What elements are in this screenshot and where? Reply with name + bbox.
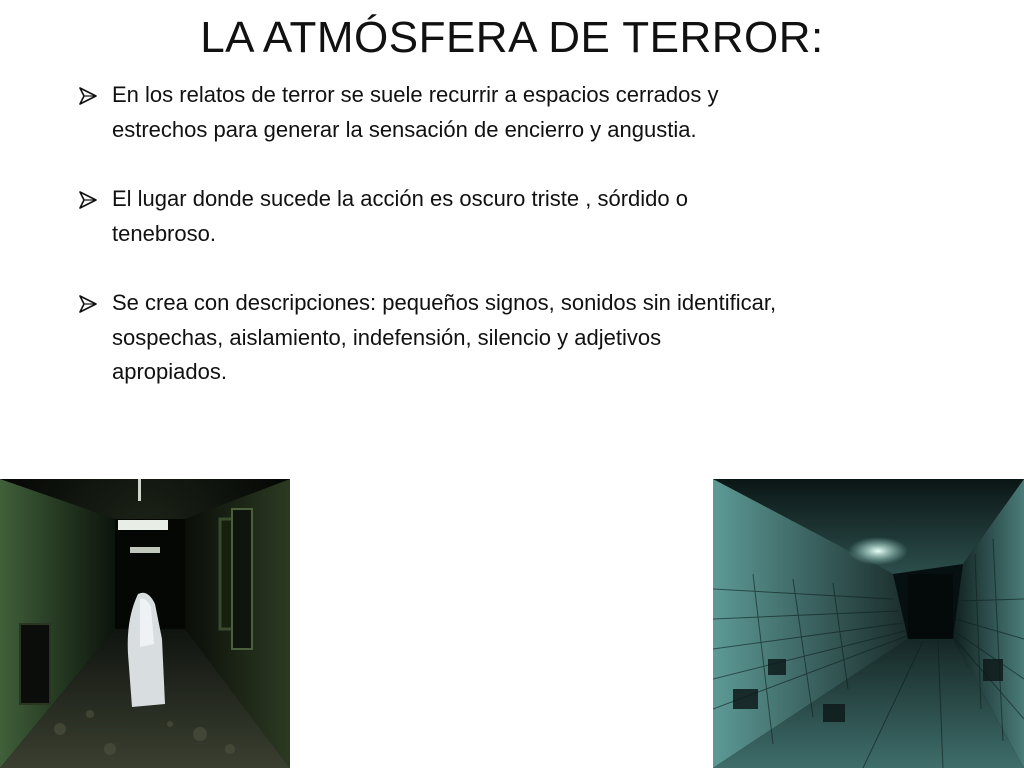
dark-hallway-ghost-image	[0, 479, 290, 768]
arrow-bullet-icon	[78, 87, 98, 105]
bullet-item	[78, 182, 778, 251]
slide-title: LA ATMÓSFERA DE TERROR:	[200, 13, 824, 62]
tiled-tunnel-image	[713, 479, 1024, 768]
bullet-text: Se crea con descripciones: pequeños signos, sonidos sin identificar, sospechas, aislamiento, indefensión, silencio y adjetivos apropiados.	[112, 290, 777, 384]
arrow-bullet-icon	[78, 191, 98, 209]
bullet-item	[78, 286, 778, 390]
bullet-text: En los relatos de terror se suele recurrir a espacios cerrados y estrechos para generar la sensación de encierro y angustia.	[112, 82, 719, 142]
arrow-bullet-icon	[78, 295, 98, 313]
bullet-item	[78, 78, 778, 147]
bullet-text: El lugar donde sucede la acción es oscuro triste , sórdido o tenebroso.	[112, 186, 688, 246]
bullet-list	[78, 78, 778, 390]
